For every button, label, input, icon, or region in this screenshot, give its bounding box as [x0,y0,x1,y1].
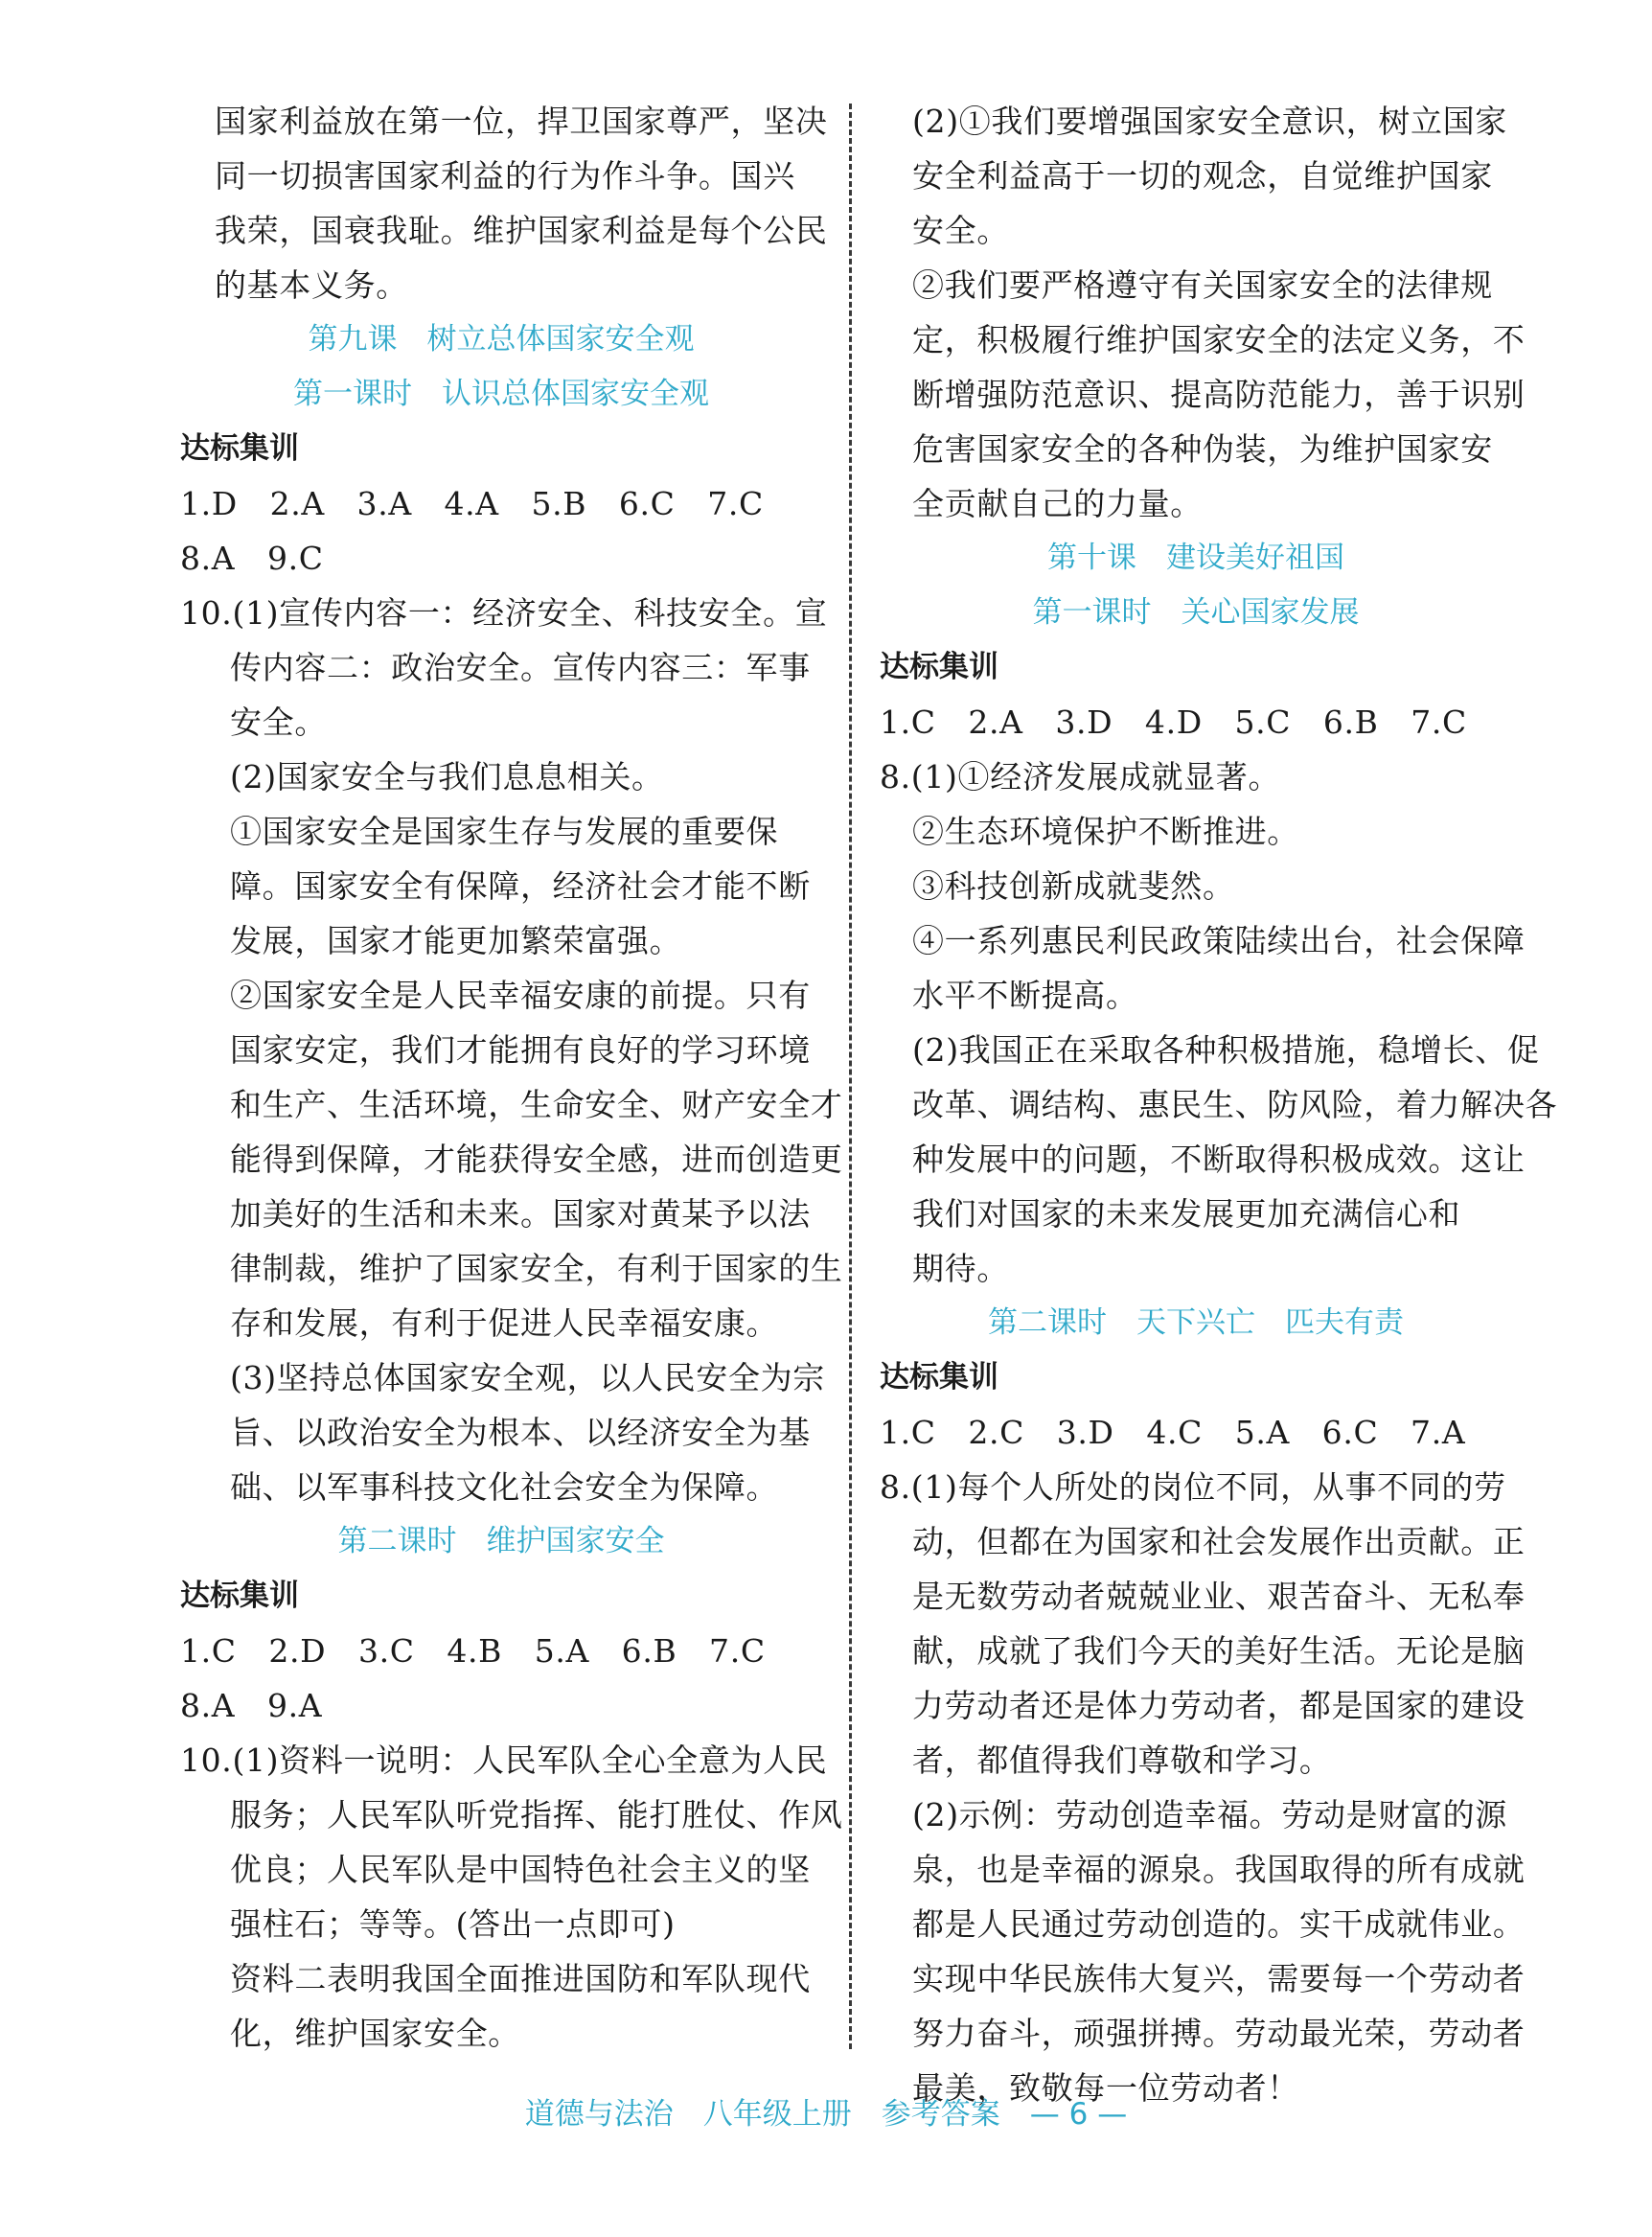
answer-line: 和生产、生活环境，生命安全、财产安全才 [230,1086,843,1123]
answer-line: (2)我国正在采取各种积极措施，稳增长、促 [912,1031,1540,1069]
answer-line: 律制裁，维护了国家安全，有利于国家的生 [230,1250,843,1287]
answer-line: 1.C 2.C 3.D 4.C 5.A 6.C 7.A [880,1414,1466,1451]
answer-line: 国家利益放在第一位，捍卫国家尊严，坚决 [215,103,828,140]
answer-line: 努力奋斗，顽强拼搏。劳动最光荣，劳动者 [912,2015,1526,2052]
section-title: 第一课时 关心国家发展 [1032,595,1360,630]
answer-line: 断增强防范意识、提高防范能力，善于识别 [912,376,1526,413]
answer-line: 1.C 2.D 3.C 4.B 5.A 6.B 7.C [180,1632,766,1670]
answer-line: 资料二表明我国全面推进国防和军队现代 [230,1960,811,1997]
answer-line: ④一系列惠民利民政策陆续出台，社会保障 [912,922,1526,959]
answer-line: 10.(1)宣传内容一：经济安全、科技安全。宣 [180,594,828,632]
answer-line: 8.A 9.A [180,1687,323,1724]
answer-line: ③科技创新成就斐然。 [912,867,1235,905]
answer-line: (2)①我们要增强国家安全意识，树立国家 [912,103,1507,140]
answer-line: 者，都值得我们尊敬和学习。 [912,1741,1332,1779]
answer-line: 能得到保障，才能获得安全感，进而创造更 [230,1141,843,1178]
answer-line: 安全。 [230,703,327,741]
answer-line: 10.(1)资料一说明：人民军队全心全意为人民 [180,1741,828,1779]
answer-line: 同一切损害国家利益的行为作斗争。国兴 [215,157,795,195]
answer-line: ②生态环境保护不断推进。 [912,813,1299,850]
page-footer: 道德与法治 八年级上册 参考答案 — 6 — [524,2097,1128,2132]
answer-line: 安全利益高于一切的观念，自觉维护国家 [912,157,1493,195]
answer-line: 存和发展，有利于促进人民幸福安康。 [230,1304,779,1342]
answer-line: 水平不断提高。 [912,977,1138,1014]
answer-line: (2)示例：劳动创造幸福。劳动是财富的源 [912,1796,1507,1833]
answer-line: ①国家安全是国家生存与发展的重要保 [230,813,779,850]
answer-line: 力劳动者还是体力劳动者，都是国家的建设 [912,1687,1526,1724]
answer-line: ②国家安全是人民幸福安康的前提。只有 [230,977,811,1014]
column-divider [849,104,852,2049]
answer-line: 泉，也是幸福的源泉。我国取得的所有成就 [912,1851,1526,1888]
answer-line: 障。国家安全有保障，经济社会才能不断 [230,867,811,905]
answer-line: 动，但都在为国家和社会发展作出贡献。正 [912,1523,1526,1560]
left-column [180,94,843,2061]
answer-line: 8.(1)①经济发展成就显著。 [880,758,1281,796]
section-title: 第二课时 维护国家安全 [337,1524,665,1558]
answer-line: (3)坚持总体国家安全观，以人民安全为宗 [230,1359,825,1396]
answer-line: 定，积极履行维护国家安全的法定义务，不 [912,321,1526,358]
answer-line: 种发展中的问题，不断取得积极成效。这让 [912,1141,1526,1178]
answer-line: 础、以军事科技文化社会安全为保障。 [230,1468,779,1506]
answer-line: 8.A 9.C [180,540,324,577]
section-title: 第十课 建设美好祖国 [1047,541,1344,575]
answer-line: 的基本义务。 [215,266,408,304]
exercise-heading: 达标集训 [880,650,998,684]
answer-line: 安全。 [912,212,1009,249]
exercise-heading: 达标集训 [180,431,299,466]
answer-line: (2)国家安全与我们息息相关。 [230,758,664,796]
answer-line: 最美，致敬每一位劳动者！ [912,2069,1299,2107]
answer-line: 危害国家安全的各种伪装，为维护国家安 [912,430,1493,468]
answer-line: 实现中华民族伟大复兴，需要每一个劳动者 [912,1960,1526,1997]
answer-line: 我们对国家的未来发展更加充满信心和 [912,1195,1461,1233]
answer-line: 传内容二：政治安全。宣传内容三：军事 [230,649,811,686]
answer-line: 国家安定，我们才能拥有良好的学习环境 [230,1031,811,1069]
answer-line: 我荣，国衰我耻。维护国家利益是每个公民 [215,212,828,249]
section-title: 第二课时 天下兴亡 匹夫有责 [988,1305,1404,1340]
answer-line: 改革、调结构、惠民生、防风险，着力解决各 [912,1086,1558,1123]
answer-line: 旨、以政治安全为根本、以经济安全为基 [230,1414,811,1451]
answer-line: ②我们要严格遵守有关国家安全的法律规 [912,266,1493,304]
answer-line: 期待。 [912,1250,1009,1287]
answer-line: 1.D 2.A 3.A 4.A 5.B 6.C 7.C [180,485,764,522]
answer-line: 强柱石；等等。(答出一点即可) [230,1905,676,1943]
section-title: 第九课 树立总体国家安全观 [308,322,695,357]
answer-line: 是无数劳动者兢兢业业、艰苦奋斗、无私奉 [912,1578,1526,1615]
answer-line: 化，维护国家安全。 [230,2015,520,2052]
answer-line: 1.C 2.A 3.D 4.D 5.C 6.B 7.C [880,703,1467,741]
answer-line: 优良；人民军队是中国特色社会主义的坚 [230,1851,811,1888]
exercise-heading: 达标集训 [180,1579,299,1613]
section-title: 第一课时 认识总体国家安全观 [293,377,709,411]
right-column [880,94,1558,2115]
answer-line: 献，成就了我们今天的美好生活。无论是脑 [912,1632,1526,1670]
answer-line: 8.(1)每个人所处的岗位不同，从事不同的劳 [880,1468,1506,1506]
answer-line: 全贡献自己的力量。 [912,485,1203,522]
answer-line: 服务；人民军队听党指挥、能打胜仗、作风 [230,1796,843,1833]
answer-line: 发展，国家才能更加繁荣富强。 [230,922,682,959]
answer-line: 都是人民通过劳动创造的。实干成就伟业。 [912,1905,1526,1943]
answer-line: 加美好的生活和未来。国家对黄某予以法 [230,1195,811,1233]
exercise-heading: 达标集训 [880,1360,998,1395]
